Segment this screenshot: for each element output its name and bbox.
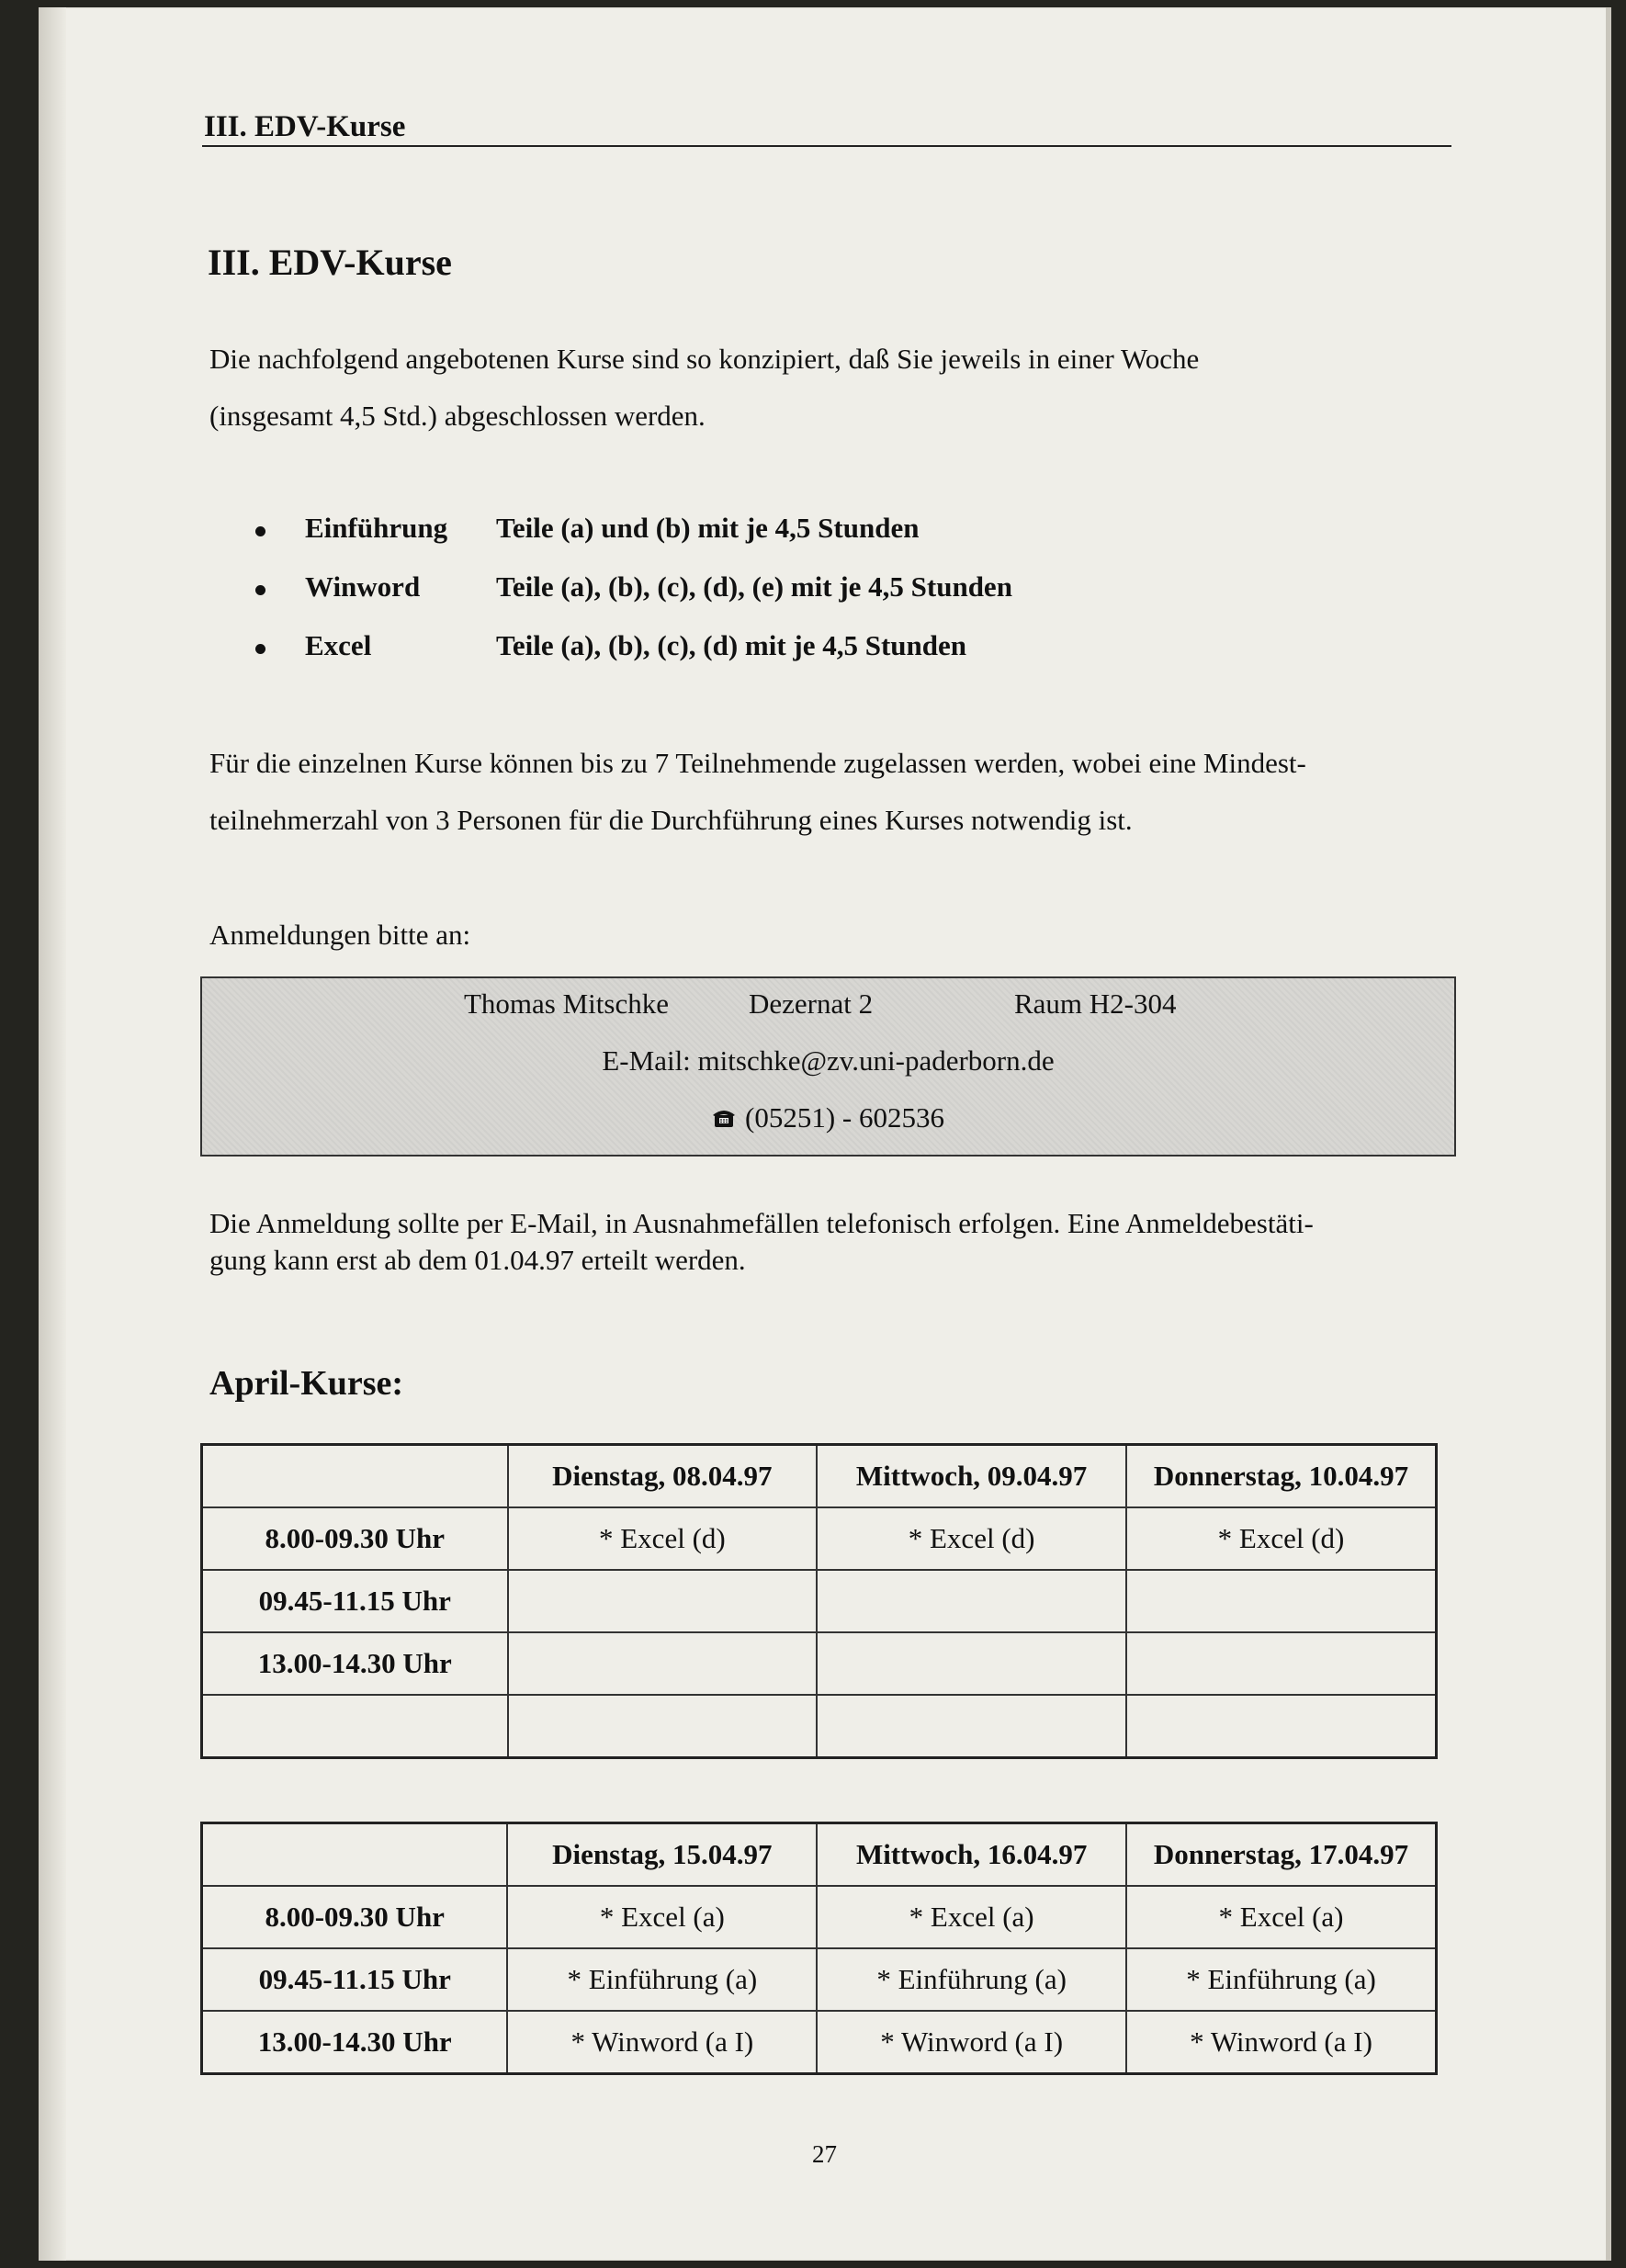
day-header: Dienstag, 08.04.97 — [508, 1445, 818, 1508]
time-slot: 8.00-09.30 Uhr — [202, 1886, 508, 1948]
page-number: 27 — [812, 2140, 837, 2168]
time-slot: 09.45-11.15 Uhr — [202, 1570, 508, 1632]
bullet-icon — [255, 644, 265, 654]
registration-note — [209, 1205, 1450, 1279]
table-header-row — [202, 1445, 1437, 1508]
course-description: Teile (a), (b), (c), (d) mit je 4,5 Stunden — [496, 629, 967, 661]
table-corner-cell — [202, 1823, 508, 1887]
course-cell: * Einführung (a) — [1126, 1948, 1436, 2011]
intro-paragraph — [209, 331, 1450, 445]
intro-line-1: Die nachfolgend angebotenen Kurse sind so konzipiert, daß Sie jeweils in einer Woche — [209, 343, 1200, 375]
page-binding-shadow — [39, 7, 66, 2261]
page-right-edge — [1606, 7, 1611, 2261]
registration-note-line-1: Die Anmeldung sollte per E-Mail, in Ausnahmefällen telefonisch erfolgen. Eine Anmeldebestäti- — [209, 1207, 1314, 1239]
day-header: Mittwoch, 16.04.97 — [817, 1823, 1126, 1887]
running-header — [202, 108, 1451, 147]
day-header: Dienstag, 15.04.97 — [507, 1823, 817, 1887]
course-cell: * Excel (d) — [1126, 1507, 1436, 1570]
telephone-icon — [712, 1108, 736, 1128]
table-header-row — [202, 1823, 1437, 1887]
course-cell — [1126, 1695, 1436, 1758]
course-cell — [817, 1695, 1126, 1758]
table-row — [202, 1695, 1437, 1758]
running-header-text: III. EDV-Kurse — [204, 110, 406, 143]
section-title: III. EDV-Kurse — [208, 242, 452, 283]
course-name: Excel — [305, 629, 372, 661]
course-cell: * Einführung (a) — [817, 1948, 1126, 2011]
table-corner-cell — [202, 1445, 508, 1508]
course-cell: * Einführung (a) — [507, 1948, 817, 2011]
contact-box — [200, 976, 1456, 1157]
course-cell — [1126, 1632, 1436, 1695]
registration-note-line-2: gung kann erst ab dem 01.04.97 erteilt werden. — [209, 1244, 746, 1276]
table-row — [202, 1886, 1437, 1948]
table-row — [202, 1948, 1437, 2011]
course-cell: * Excel (a) — [817, 1886, 1126, 1948]
course-name: Einführung — [305, 512, 448, 544]
contact-email[interactable]: E-Mail: mitschke@zv.uni-paderborn.de — [602, 1044, 1055, 1077]
schedule-table-week-1 — [200, 1443, 1438, 1759]
day-header: Donnerstag, 17.04.97 — [1126, 1823, 1436, 1887]
course-cell: * Excel (d) — [817, 1507, 1126, 1570]
bullet-icon — [255, 526, 265, 536]
bullet-icon — [255, 585, 265, 595]
time-slot: 13.00-14.30 Uhr — [202, 1632, 508, 1695]
course-cell: * Winword (a I) — [507, 2011, 817, 2074]
registration-label: Anmeldungen bitte an: — [209, 919, 471, 951]
schedule-table-week-2 — [200, 1822, 1438, 2075]
participants-line-1: Für die einzelnen Kurse können bis zu 7 Teilnehmende zugelassen werden, wobei eine Mindest- — [209, 747, 1306, 779]
contact-room: Raum H2-304 — [1014, 987, 1177, 1020]
time-slot — [202, 1695, 508, 1758]
course-cell: * Excel (a) — [1126, 1886, 1436, 1948]
participants-paragraph — [209, 735, 1450, 849]
time-slot: 13.00-14.30 Uhr — [202, 2011, 508, 2074]
course-cell — [1126, 1570, 1436, 1632]
table-row — [202, 2011, 1437, 2074]
day-header: Donnerstag, 10.04.97 — [1126, 1445, 1436, 1508]
course-cell — [508, 1632, 818, 1695]
course-cell — [508, 1695, 818, 1758]
table-row — [202, 1632, 1437, 1695]
time-slot: 8.00-09.30 Uhr — [202, 1507, 508, 1570]
contact-line-2 — [202, 1041, 1454, 1096]
course-cell: * Excel (d) — [508, 1507, 818, 1570]
participants-line-2: teilnehmerzahl von 3 Personen für die Durchführung eines Kurses notwendig ist. — [209, 804, 1133, 836]
april-heading: April-Kurse: — [209, 1364, 404, 1403]
contact-line-1 — [202, 984, 1454, 1039]
course-name: Winword — [305, 570, 421, 603]
course-cell — [817, 1570, 1126, 1632]
course-description: Teile (a) und (b) mit je 4,5 Stunden — [496, 512, 920, 544]
contact-phone[interactable]: (05251) - 602536 — [745, 1101, 944, 1134]
time-slot: 09.45-11.15 Uhr — [202, 1948, 508, 2011]
course-cell — [817, 1632, 1126, 1695]
day-header: Mittwoch, 09.04.97 — [817, 1445, 1126, 1508]
course-cell: * Winword (a I) — [1126, 2011, 1436, 2074]
course-description: Teile (a), (b), (c), (d), (e) mit je 4,5 Stunden — [496, 570, 1012, 603]
contact-department: Dezernat 2 — [749, 987, 874, 1020]
contact-name: Thomas Mitschke — [464, 987, 669, 1020]
course-cell: * Winword (a I) — [817, 2011, 1126, 2074]
intro-line-2: (insgesamt 4,5 Std.) abgeschlossen werden. — [209, 400, 706, 432]
table-row — [202, 1570, 1437, 1632]
course-cell: * Excel (a) — [507, 1886, 817, 1948]
table-row — [202, 1507, 1437, 1570]
course-cell — [508, 1570, 818, 1632]
contact-line-3 — [202, 1098, 1454, 1153]
